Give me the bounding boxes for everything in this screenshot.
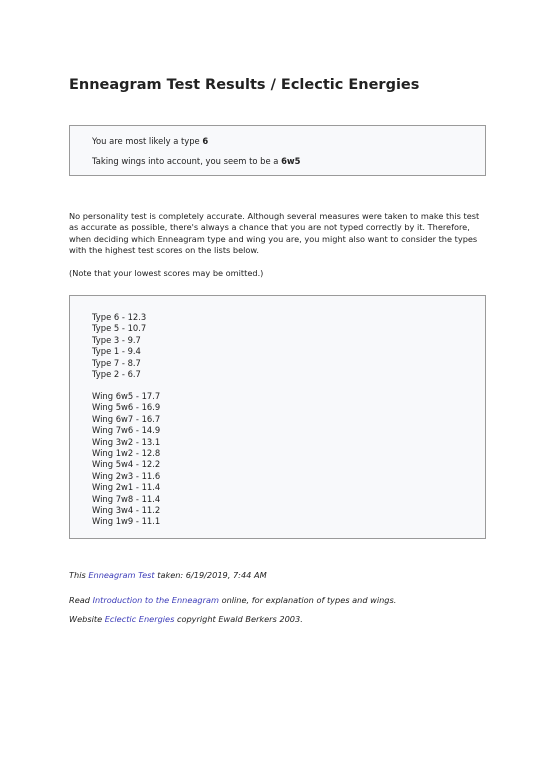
copyright-line: [69, 614, 303, 624]
type-score-list: [92, 312, 146, 380]
wing-score-item: Wing 5w4 - 12.2: [92, 459, 161, 470]
test-taken-line: [69, 570, 267, 580]
wing-score-item: Wing 1w2 - 12.8: [92, 448, 161, 459]
type-score-item: Type 6 - 12.3: [92, 312, 147, 322]
copyright-prefix: Website: [69, 614, 103, 624]
wing-score-item: Wing 5w6 - 16.9: [92, 402, 161, 413]
wing-score-item: Wing 6w7 - 16.7: [92, 413, 161, 424]
omitted-scores-note: (Note that your lowest scores may be omitted.): [69, 268, 264, 278]
type-result-prefix: You are most likely a type: [92, 136, 200, 146]
wing-result-value: 6w5: [281, 156, 301, 166]
wing-score-item: Wing 2w1 - 11.4: [92, 482, 161, 493]
wing-score-item: Wing 1w9 - 11.1: [92, 516, 161, 527]
introduction-line: [69, 595, 396, 605]
test-taken-date: taken: 6/19/2019, 7:44 AM: [157, 570, 267, 580]
type-score-item: Type 2 - 6.7: [92, 369, 141, 380]
type-result-value: 6: [202, 136, 209, 146]
page-title: Enneagram Test Results / Eclectic Energies: [69, 77, 420, 93]
copyright-text: copyright Ewald Berkers 2003.: [176, 614, 303, 624]
website-link[interactable]: Eclectic Energies: [104, 614, 175, 624]
type-score-item: Type 1 - 9.4: [92, 346, 141, 357]
wing-score-list: [92, 391, 160, 528]
type-score-item: Type 7 - 8.7: [92, 357, 141, 368]
introduction-link[interactable]: Introduction to the Enneagram: [92, 595, 219, 605]
introduction-prefix: Read: [69, 595, 90, 605]
type-score-item: Type 5 - 10.7: [92, 323, 147, 334]
scores-box: [69, 295, 486, 539]
result-summary-box: [69, 125, 486, 176]
wing-score-item: Wing 7w6 - 14.9: [92, 425, 161, 436]
wing-score-item: Wing 7w8 - 11.4: [92, 493, 161, 504]
type-result-line: [92, 136, 208, 146]
wing-score-item: Wing 3w2 - 13.1: [92, 436, 161, 447]
wing-result-line: [92, 156, 301, 166]
introduction-suffix: online, for explanation of types and wings.: [221, 595, 397, 605]
enneagram-test-link[interactable]: Enneagram Test: [88, 570, 155, 580]
wing-score-item: Wing 3w4 - 11.2: [92, 505, 161, 516]
type-score-item: Type 3 - 9.7: [92, 334, 141, 345]
wing-score-item: Wing 6w5 - 17.7: [92, 391, 161, 401]
test-taken-prefix: This: [69, 570, 86, 580]
wing-score-item: Wing 2w3 - 11.6: [92, 470, 161, 481]
wing-result-prefix: Taking wings into account, you seem to be a: [92, 156, 279, 166]
accuracy-disclaimer: No personality test is completely accurate. Although several measures were taken to make this test as accurate as possible, there's always a chance that you are not typed correctly by it. Therefore, when deciding which Enneagram type and wing you are, you might also want to consider the types with the highest test scores on the lists below.: [69, 211, 480, 256]
